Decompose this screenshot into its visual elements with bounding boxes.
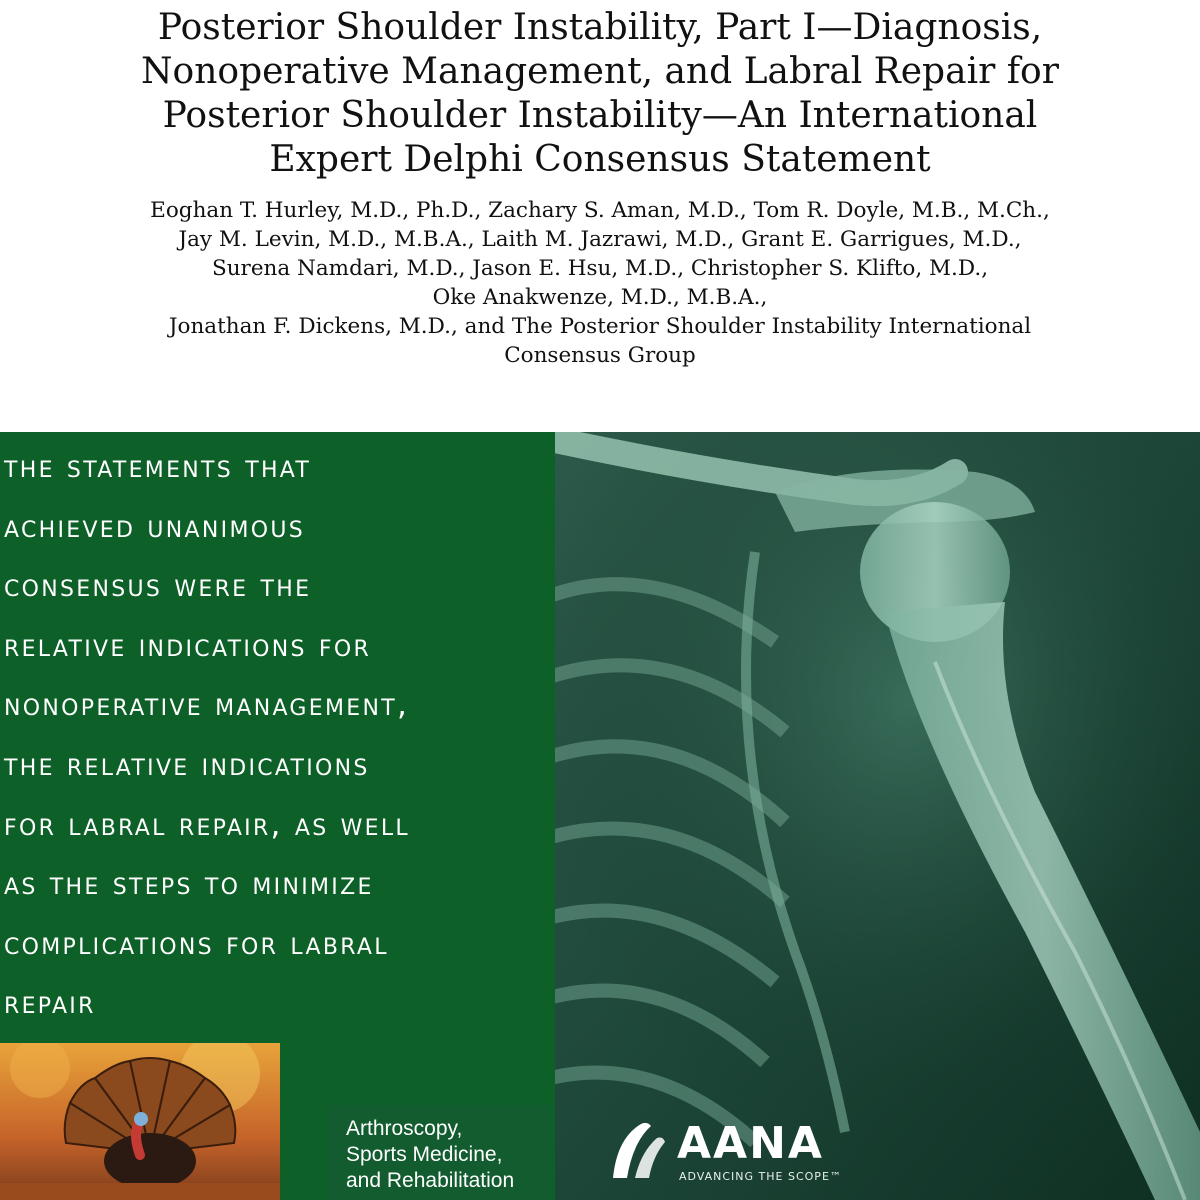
journal-line: Sports Medicine, xyxy=(346,1143,503,1166)
article-title xyxy=(0,0,1200,182)
highlight-quote xyxy=(4,438,555,1034)
quote-line: relative indications for xyxy=(4,627,372,664)
shoulder-xray-image xyxy=(555,432,1200,1200)
title-line: Posterior Shoulder Instability—An International xyxy=(162,95,1038,136)
title-line: Expert Delphi Consensus Statement xyxy=(269,139,931,180)
quote-line: nonoperative management, xyxy=(4,687,410,724)
quote-line: achieved unanimous xyxy=(4,508,306,545)
article-header xyxy=(0,0,1200,432)
quote-line: consensus were the xyxy=(4,568,312,605)
author-line: Jonathan F. Dickens, M.D., and The Posterior Shoulder Instability International xyxy=(168,314,1032,339)
aana-wordmark: AANA xyxy=(677,1118,824,1169)
author-line: Oke Anakwenze, M.D., M.B.A., xyxy=(432,285,768,310)
journal-line: Arthroscopy, xyxy=(346,1117,463,1140)
quote-line: the relative indications xyxy=(4,746,370,783)
author-line: Consensus Group xyxy=(504,343,696,368)
quote-line: complications for labral xyxy=(4,925,389,962)
quote-line: as the steps to minimize xyxy=(4,866,374,903)
author-line: Surena Namdari, M.D., Jason E. Hsu, M.D., Christopher S. Klifto, M.D., xyxy=(211,256,989,281)
author-line: Jay M. Levin, M.D., M.B.A., Laith M. Jazrawi, M.D., Grant E. Garrigues, M.D., xyxy=(178,227,1022,252)
journal-title-box xyxy=(326,1105,550,1200)
journal-line: and Rehabilitation xyxy=(346,1169,515,1192)
aana-scope-logo-icon xyxy=(607,1118,669,1184)
quote-line: repair xyxy=(4,985,96,1022)
quote-line: for labral repair, as well xyxy=(4,806,410,843)
title-line: Nonoperative Management, and Labral Repair for xyxy=(141,51,1059,92)
title-line: Posterior Shoulder Instability, Part I—Diagnosis, xyxy=(157,7,1043,48)
aana-logo xyxy=(607,1118,907,1188)
author-line: Eoghan T. Hurley, M.D., Ph.D., Zachary S. Aman, M.D., Tom R. Doyle, M.B., M.Ch., xyxy=(150,198,1050,223)
quote-line: the statements that xyxy=(4,449,312,485)
turkey-photo xyxy=(0,1043,280,1200)
aana-tagline: ADVANCING THE SCOPE™ xyxy=(679,1170,842,1183)
author-list xyxy=(0,196,1200,370)
